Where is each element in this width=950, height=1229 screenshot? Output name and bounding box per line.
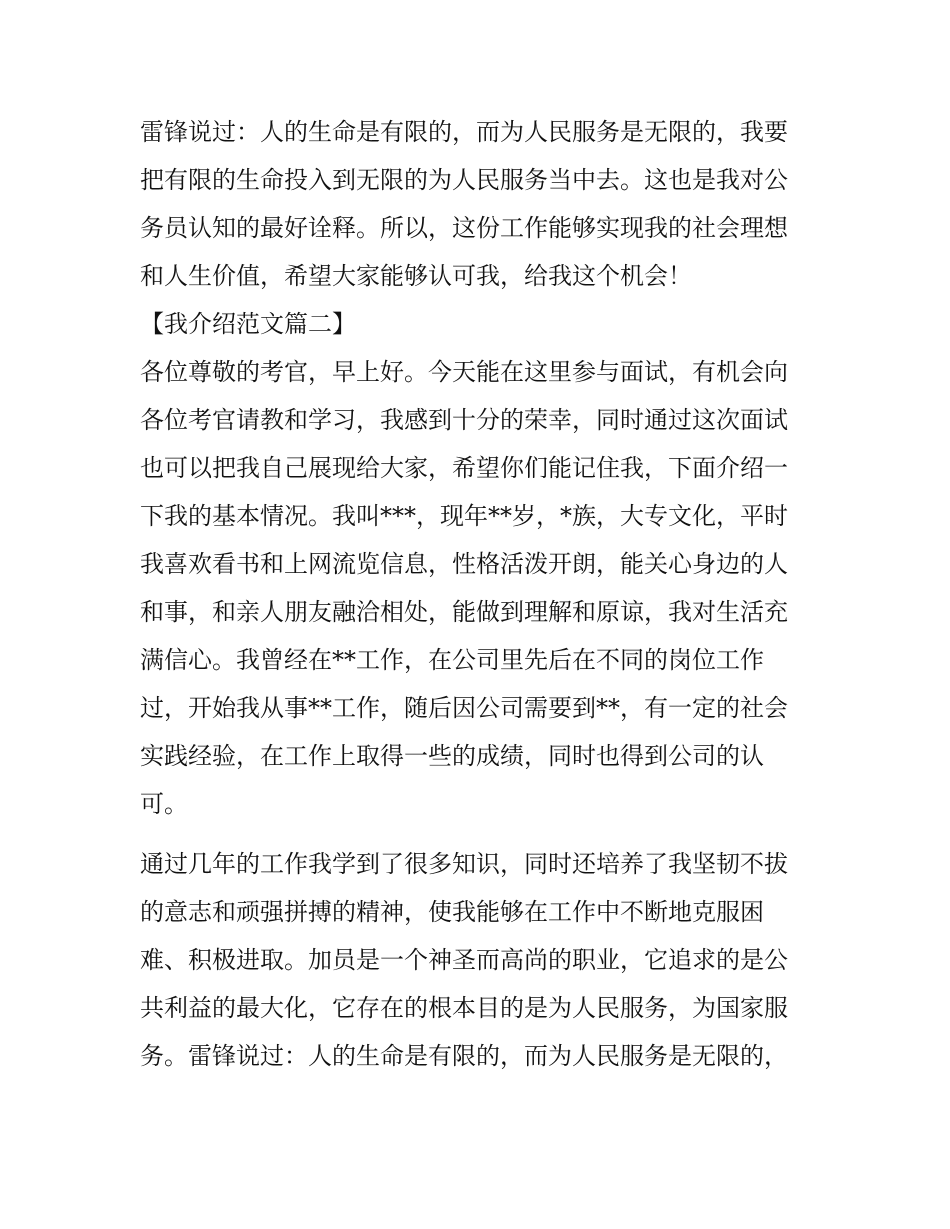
text-line: 我喜欢看书和上网流览信息，性格活泼开朗，能关心身边的人 bbox=[140, 550, 788, 578]
text-line: 下我的基本情况。我叫***，现年**岁，*族，大专文化，平时 bbox=[140, 502, 788, 530]
text-line: 可。 bbox=[140, 790, 188, 818]
paragraph-1 bbox=[140, 108, 820, 300]
text-line: 各位尊敬的考官，早上好。今天能在这里参与面试，有机会向 bbox=[140, 358, 788, 386]
text-line: 务员认知的最好诠释。所以，这份工作能够实现我的社会理想 bbox=[140, 214, 788, 242]
text-line: 满信心。我曾经在**工作，在公司里先后在不同的岗位工作 bbox=[140, 646, 764, 674]
text-line: 和人生价值，希望大家能够认可我，给我这个机会！ bbox=[140, 262, 692, 290]
text-line: 通过几年的工作我学到了很多知识，同时还培养了我坚韧不拔 bbox=[140, 850, 788, 878]
text-line: 各位考官请教和学习，我感到十分的荣幸，同时通过这次面试 bbox=[140, 406, 788, 434]
text-line: 雷锋说过：人的生命是有限的，而为人民服务是无限的，我要 bbox=[140, 118, 788, 146]
paragraph-2 bbox=[140, 348, 820, 828]
text-line: 共利益的最大化，它存在的根本目的是为人民服务，为国家服 bbox=[140, 994, 788, 1022]
text-line: 务。雷锋说过：人的生命是有限的，而为人民服务是无限的， bbox=[140, 1042, 788, 1070]
text-line: 过，开始我从事**工作，随后因公司需要到**，有一定的社会 bbox=[140, 694, 788, 722]
paragraph-3 bbox=[140, 840, 820, 1080]
document-body bbox=[140, 108, 820, 1080]
text-line: 难、积极进取。加员是一个神圣而高尚的职业，它追求的是公 bbox=[140, 946, 788, 974]
paragraph-spacer bbox=[140, 828, 820, 840]
text-line: 和事，和亲人朋友融洽相处，能做到理解和原谅，我对生活充 bbox=[140, 598, 788, 626]
section-heading: 【我介绍范文篇二】 bbox=[140, 310, 356, 338]
text-line: 的意志和顽强拼搏的精神，使我能够在工作中不断地克服困 bbox=[140, 898, 764, 926]
text-line: 实践经验，在工作上取得一些的成绩，同时也得到公司的认 bbox=[140, 742, 764, 770]
text-line: 把有限的生命投入到无限的为人民服务当中去。这也是我对公 bbox=[140, 166, 788, 194]
text-line: 也可以把我自己展现给大家，希望你们能记住我，下面介绍一 bbox=[140, 454, 788, 482]
